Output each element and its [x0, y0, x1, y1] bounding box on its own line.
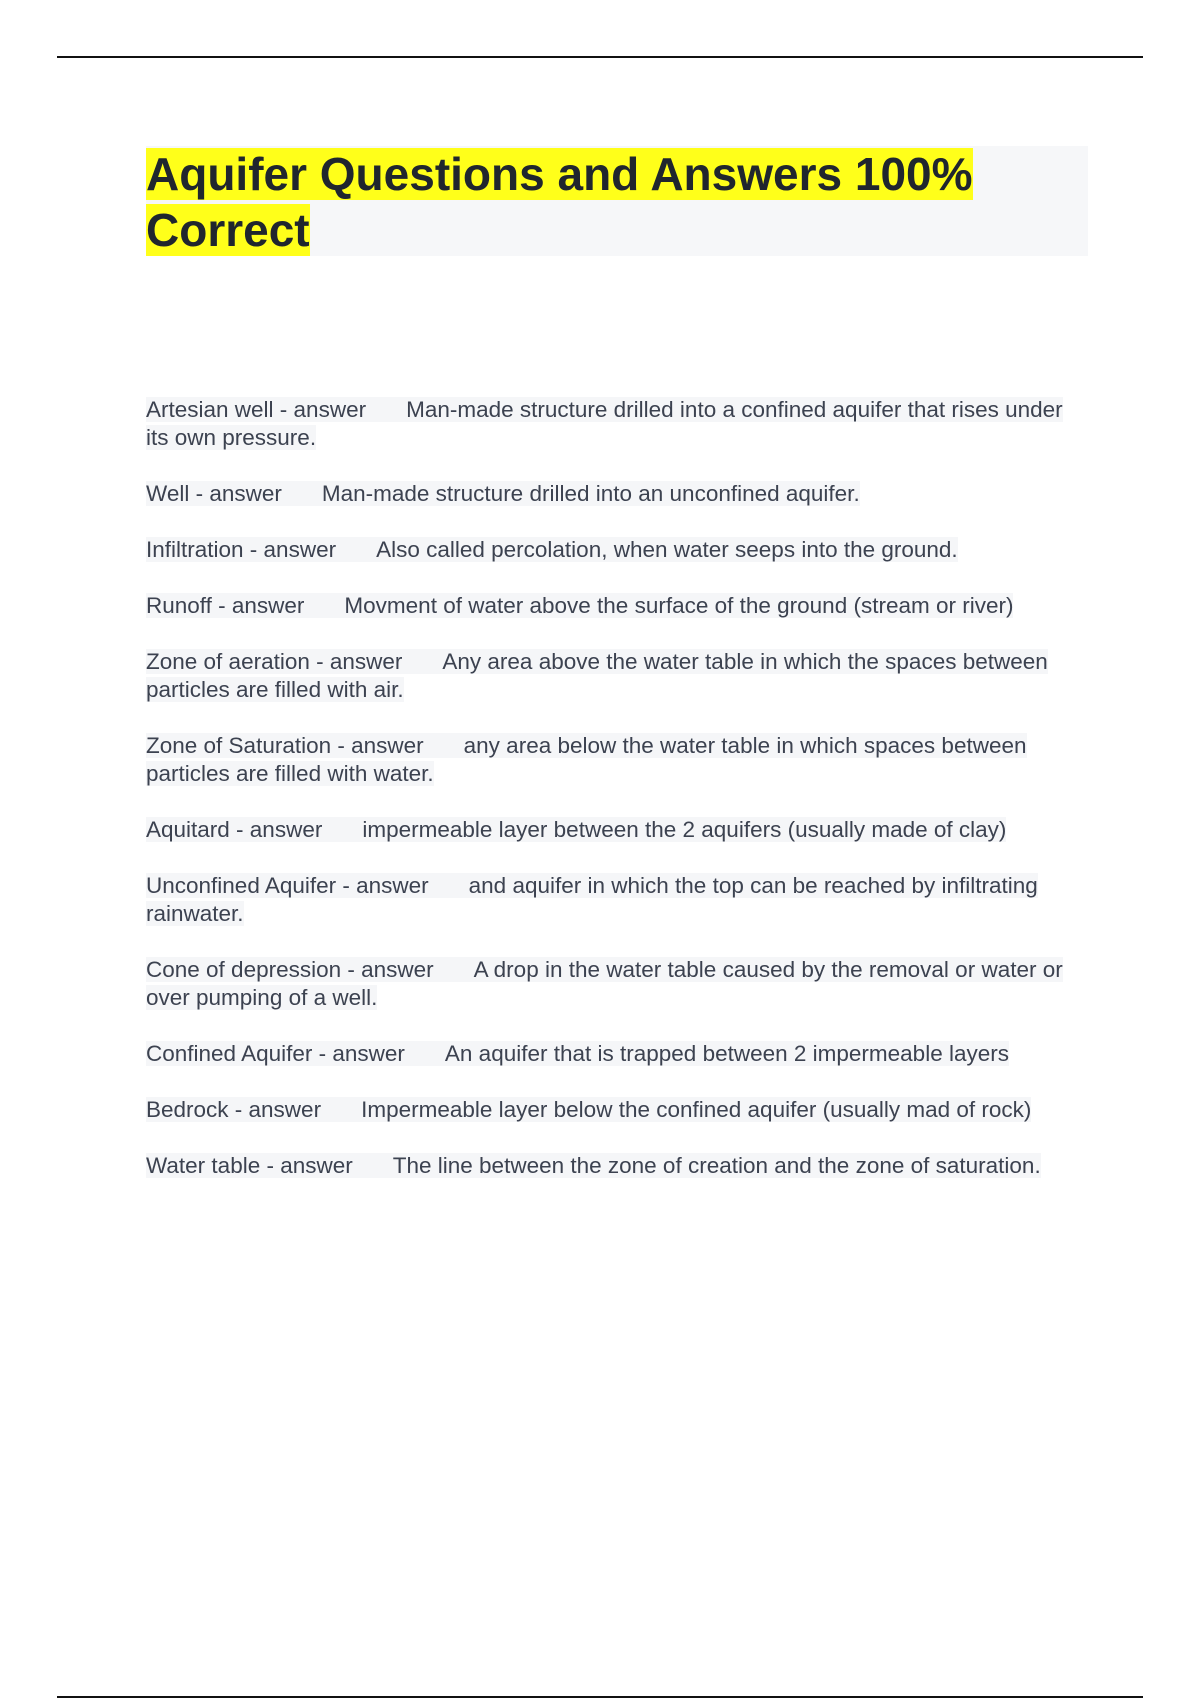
- qa-item: [146, 480, 1086, 508]
- qa-term: Unconfined Aquifer - answer: [146, 873, 429, 898]
- qa-definition: Impermeable layer below the confined aquifer (usually mad of rock): [361, 1097, 1032, 1122]
- qa-item: [146, 816, 1086, 844]
- qa-item: [146, 536, 1086, 564]
- qa-definition: The line between the zone of creation and the zone of saturation.: [392, 1153, 1041, 1178]
- qa-definition: and aquifer in which the top can be reached by infiltrating rainwater.: [146, 873, 1038, 926]
- qa-term: Cone of depression - answer: [146, 957, 434, 982]
- qa-definition: An aquifer that is trapped between 2 impermeable layers: [444, 1041, 1009, 1066]
- qa-term: Zone of aeration - answer: [146, 649, 403, 674]
- qa-definition: Man-made structure drilled into a confined aquifer that rises under its own pressure.: [146, 397, 1063, 450]
- qa-term: Aquitard - answer: [146, 817, 323, 842]
- qa-definition: Man-made structure drilled into an unconfined aquifer.: [321, 481, 860, 506]
- qa-term: Artesian well - answer: [146, 397, 367, 422]
- page-title: [146, 146, 1046, 258]
- qa-term: Confined Aquifer - answer: [146, 1041, 405, 1066]
- qa-term: Runoff - answer: [146, 593, 305, 618]
- title-highlight: Aquifer Questions and Answers 100% Correct: [146, 148, 973, 256]
- top-rule: [57, 56, 1143, 58]
- bottom-rule: [57, 1696, 1143, 1698]
- qa-definition: any area below the water table in which spaces between particles are filled with water.: [146, 733, 1027, 786]
- qa-term: Well - answer: [146, 481, 282, 506]
- qa-item: [146, 1152, 1086, 1180]
- qa-list: [146, 396, 1086, 1208]
- qa-item: [146, 1096, 1086, 1124]
- qa-item: [146, 956, 1086, 1012]
- qa-item: [146, 872, 1086, 928]
- qa-definition: A drop in the water table caused by the removal or water or over pumping of a well.: [146, 957, 1063, 1010]
- qa-definition: Also called percolation, when water seeps into the ground.: [376, 537, 958, 562]
- qa-item: [146, 732, 1086, 788]
- qa-item: [146, 396, 1086, 452]
- title-block: [146, 146, 1088, 256]
- qa-term: Bedrock - answer: [146, 1097, 322, 1122]
- qa-term: Zone of Saturation - answer: [146, 733, 424, 758]
- qa-definition: Any area above the water table in which the spaces between particles are filled with air.: [146, 649, 1048, 702]
- qa-term: Water table - answer: [146, 1153, 353, 1178]
- qa-item: [146, 592, 1086, 620]
- qa-item: [146, 648, 1086, 704]
- qa-term: Infiltration - answer: [146, 537, 337, 562]
- qa-item: [146, 1040, 1086, 1068]
- qa-definition: Movment of water above the surface of the ground (stream or river): [344, 593, 1014, 618]
- qa-definition: impermeable layer between the 2 aquifers (usually made of clay): [362, 817, 1007, 842]
